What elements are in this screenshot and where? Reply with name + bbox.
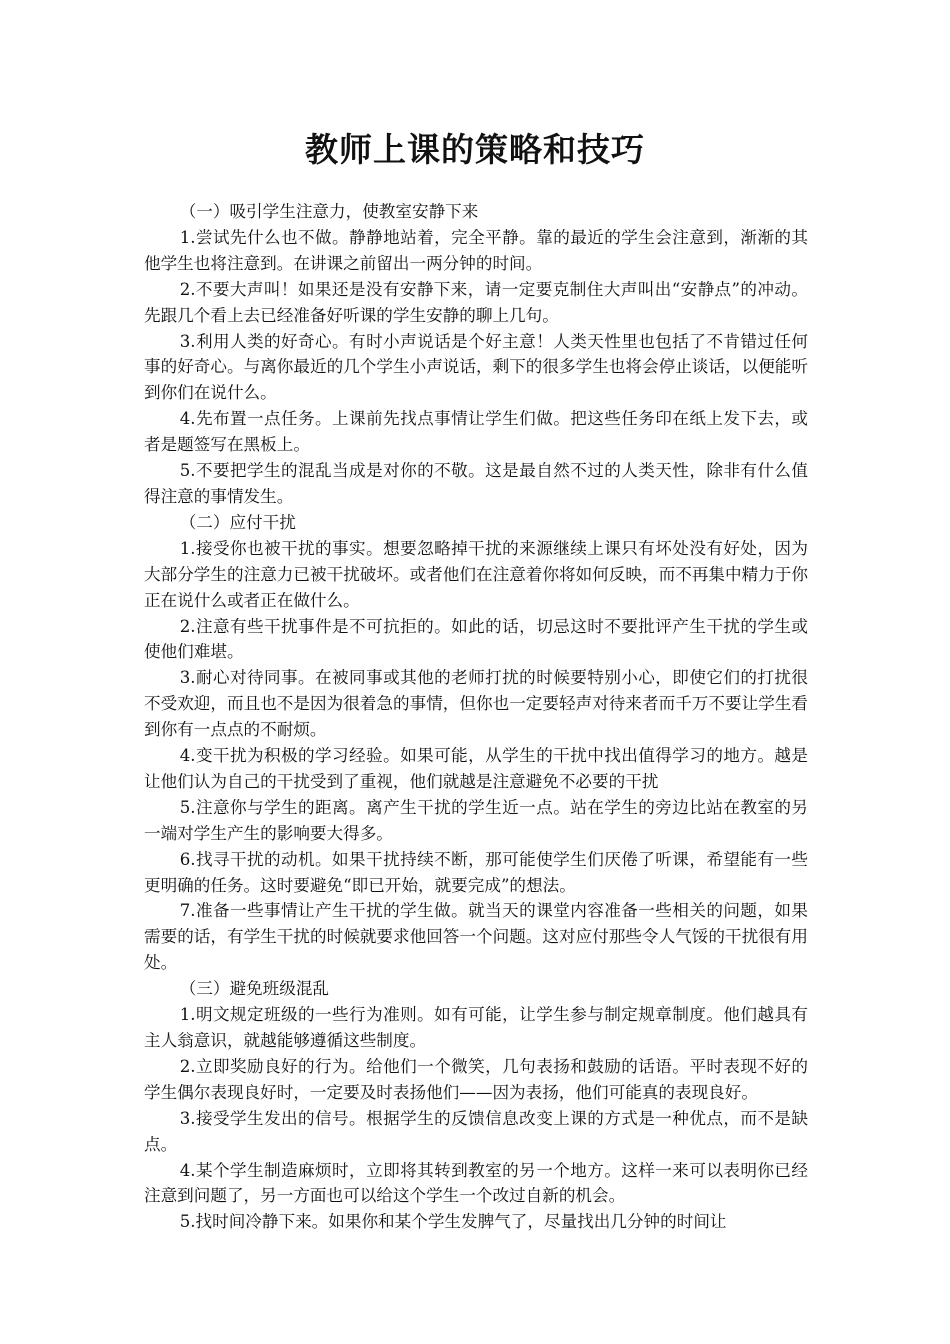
paragraph: 5.找时间冷静下来。如果你和某个学生发脾气了，尽量找出几分钟的时间让 <box>179 1212 727 1232</box>
document-title: 教师上课的策略和技巧 <box>305 130 645 169</box>
paragraph: 3.耐心对待同事。在被同事或其他的老师打扰的时候要特别小心，即使它们的打扰很不受欢迎，而且也不是因为很着急的事情，但你也一定要轻声对待来者而千万不要让学生看到你有一点点的不耐烦。 <box>144 668 808 740</box>
paragraph: 4.某个学生制造麻烦时，立即将其转到教室的另一个地方。这样一来可以表明你已经注意到问题了，另一方面也可以给这个学生一个改过自新的机会。 <box>144 1160 808 1206</box>
paragraph: 1.明文规定班级的一些行为准则。如有可能，让学生参与制定规章制度。他们越具有主人翁意识，就越能够遵循这些制度。 <box>144 1005 808 1050</box>
paragraph: 5.注意你与学生的距离。离产生干扰的学生近一点。站在学生的旁边比站在教室的另一端对学生产生的影响要大得多。 <box>144 797 808 843</box>
paragraph: 2.注意有些干扰事件是不可抗拒的。如此的话，切忌这时不要批评产生干扰的学生或使他们难堪。 <box>144 616 808 662</box>
section-heading: （二）应付干扰 <box>179 512 296 532</box>
paragraph: 3.利用人类的好奇心。有时小声说话是个好主意！人类天性里也包括了不肯错过任何事的好奇心。与离你最近的几个学生小声说话，剩下的很多学生也将会停止谈话，以便能听到你们在说什么。 <box>144 331 808 403</box>
paragraph: 2.立即奖励良好的行为。给他们一个微笑，几句表扬和鼓励的话语。平时表现不好的学生偶尔表现良好时，一定要及时表扬他们——因为表扬，他们可能真的表现良好。 <box>144 1056 808 1102</box>
document-body <box>144 199 808 1235</box>
paragraph: 5.不要把学生的混乱当成是对你的不敬。这是最自然不过的人类天性，除非有什么值得注意的事情发生。 <box>144 461 808 506</box>
section-heading: （一）吸引学生注意力，使教室安静下来 <box>179 202 479 221</box>
section-heading: （三）避免班级混乱 <box>179 979 330 999</box>
paragraph: 6.找寻干扰的动机。如果干扰持续不断，那可能使学生们厌倦了听课，希望能有一些更明确的任务。这时要避免“即已开始，就要完成”的想法。 <box>144 849 808 895</box>
paragraph: 2.不要大声叫！如果还是没有安静下来，请一定要克制住大声叫出“安静点”的冲动。先跟几个看上去已经准备好听课的学生安静的聊上几句。 <box>144 279 808 325</box>
paragraph: 3.接受学生发出的信号。根据学生的反馈信息改变上课的方式是一种优点，而不是缺点。 <box>144 1108 808 1154</box>
paragraph: 1.接受你也被干扰的事实。想要忽略掉干扰的来源继续上课只有坏处没有好处，因为大部分学生的注意力已被干扰破坏。或者他们在注意着你将如何反映，而不再集中精力于你正在说什么或者正在做什么。 <box>144 538 808 610</box>
paragraph: 7.准备一些事情让产生干扰的学生做。就当天的课堂内容准备一些相关的问题，如果需要的话，有学生干扰的时候就要求他回答一个问题。这对应付那些令人气馁的干扰很有用处。 <box>144 901 808 973</box>
paragraph: 1.尝试先什么也不做。静静地站着，完全平静。靠的最近的学生会注意到，渐渐的其他学生也将注意到。在讲课之前留出一两分钟的时间。 <box>144 227 808 273</box>
paragraph: 4.先布置一点任务。上课前先找点事情让学生们做。把这些任务印在纸上发下去，或者是题签写在黑板上。 <box>144 409 808 455</box>
paragraph: 4.变干扰为积极的学习经验。如果可能，从学生的干扰中找出值得学习的地方。越是让他们认为自己的干扰受到了重视，他们就越是注意避免不必要的干扰 <box>144 746 808 791</box>
